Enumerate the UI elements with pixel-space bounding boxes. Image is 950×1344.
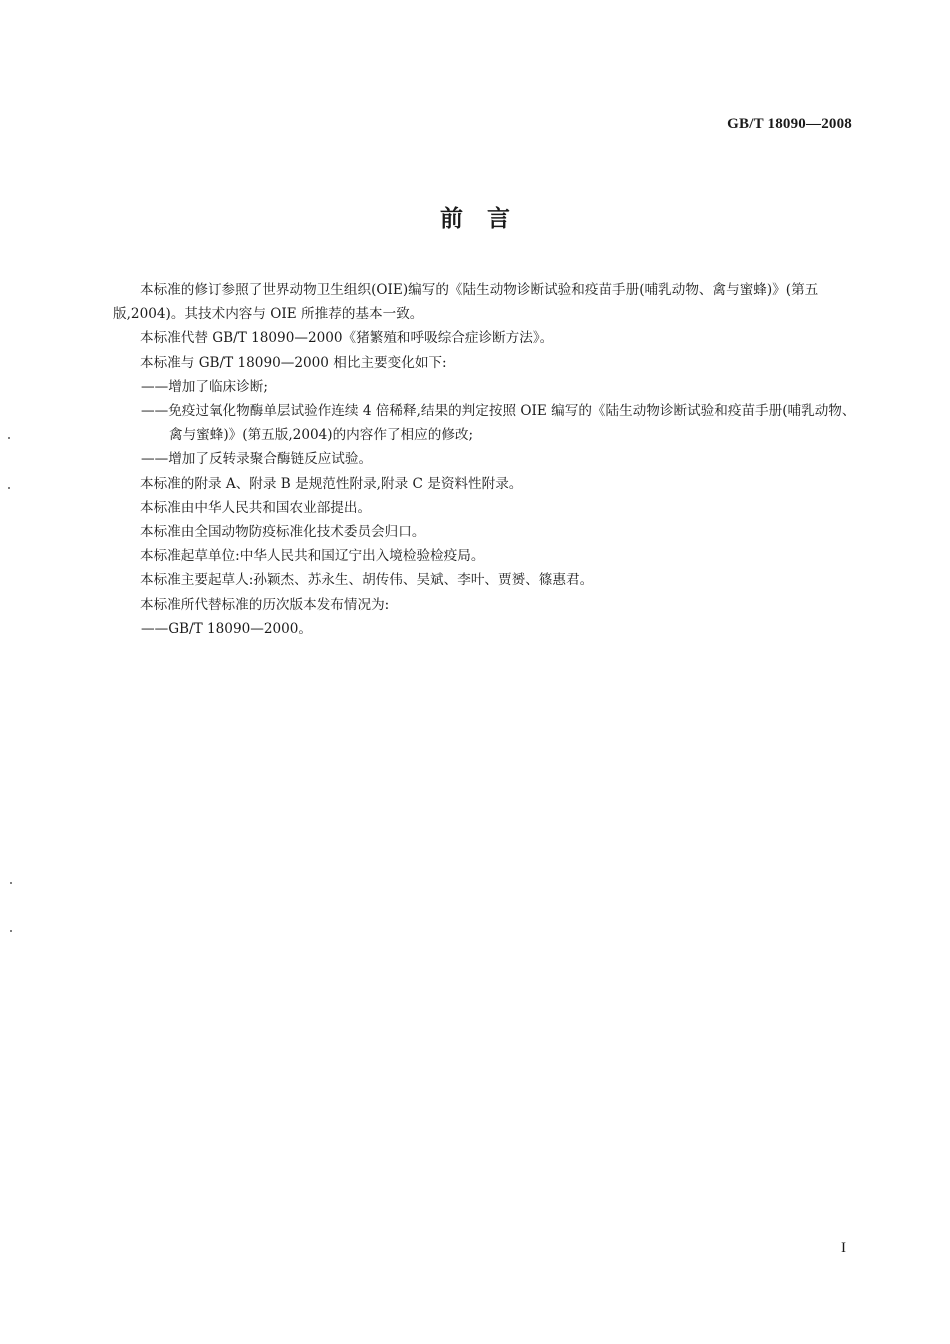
paragraph-replaces: 本标准代替 GB/T 18090—2000《猪繁殖和呼吸综合症诊断方法》。 xyxy=(140,330,554,347)
paragraph-reference: 本标准的修订参照了世界动物卫生组织(OIE)编写的《陆生动物诊断试验和疫苗手册(哺乳动物、禽与蜜蜂)》(第五版,2004)。其技术内容与 OIE 所推荐的基本一致。 xyxy=(113,282,819,323)
history-item: ——GB/T 18090—2000。 xyxy=(141,620,313,637)
scan-speck xyxy=(10,882,12,884)
paragraph-drafters: 本标准主要起草人:孙颖杰、苏永生、胡传伟、吴斌、李叶、贾赟、篠惠君。 xyxy=(140,572,594,589)
paragraph-appendix: 本标准的附录 A、附录 B 是规范性附录,附录 C 是资料性附录。 xyxy=(140,475,523,492)
scan-speck xyxy=(10,930,12,932)
scan-speck xyxy=(8,487,10,489)
paragraph-history-intro: 本标准所代替标准的历次版本发布情况为: xyxy=(140,596,390,613)
page-number: I xyxy=(841,1240,846,1256)
standard-number: GB/T 18090—2008 xyxy=(727,116,852,132)
change-item: ——增加了反转录聚合酶链反应试验。 xyxy=(141,451,373,468)
scan-speck xyxy=(8,437,10,439)
foreword-body xyxy=(113,278,858,641)
page-title: 前言 xyxy=(440,206,534,232)
paragraph-drafting-unit: 本标准起草单位:中华人民共和国辽宁出入境检验检疫局。 xyxy=(140,548,485,565)
change-item: ——增加了临床诊断; xyxy=(141,378,268,395)
change-item: ——免疫过氧化物酶单层试验作连续 4 倍稀释,结果的判定按照 OIE 编写的《陆生动物诊断试验和疫苗手册(哺乳动物、禽与蜜蜂)》(第五版,2004)的内容作了相应的修改; xyxy=(141,403,856,444)
paragraph-proposed-by: 本标准由中华人民共和国农业部提出。 xyxy=(140,499,372,516)
paragraph-changes-intro: 本标准与 GB/T 18090—2000 相比主要变化如下: xyxy=(140,354,447,371)
paragraph-centralized-by: 本标准由全国动物防疫标准化技术委员会归口。 xyxy=(140,524,426,541)
